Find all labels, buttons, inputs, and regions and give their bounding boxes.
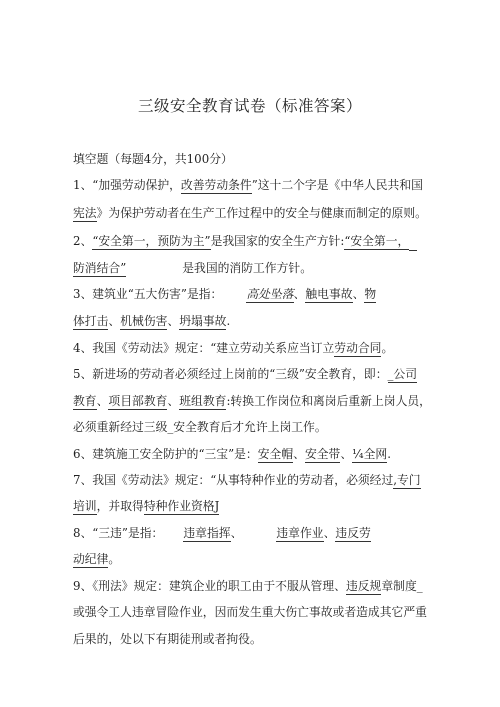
- q2-line-1: [73, 233, 417, 251]
- q3-sep: 、: [352, 287, 365, 301]
- q3-end: .: [226, 314, 231, 328]
- q3-line-1: [73, 286, 376, 302]
- q5-text: 必须重新经过三级_安全教育后才允许上岗工作。: [73, 420, 327, 434]
- q9-line-1: [73, 578, 423, 594]
- q1-answer-1: 改善劳动条件: [180, 178, 252, 192]
- q6-answer-1: 安全帽: [257, 447, 294, 461]
- q5-text: :转换工作岗位和离岗后重新上岗人员，: [226, 394, 431, 408]
- q8-text: 8、“三违”是指：: [73, 526, 164, 540]
- q9-text: 9、《刑法》规定：建筑企业的职工由于不服从管理、: [73, 579, 346, 593]
- q8-answer-3-cont: 动纪律: [73, 552, 109, 566]
- q7-answer-2: 特种作业资格J: [143, 499, 220, 513]
- q5-sep: 、: [96, 394, 109, 408]
- q5-text: 5、新进场的劳动者必须经过上岗前的“三级”安全教育，即：: [73, 367, 388, 381]
- q6-text: 6、建筑施工安全防护的“三宝”是：: [73, 447, 258, 461]
- q2-answer-1: “安全第一，预防为主”: [92, 234, 211, 248]
- q5-line-3: [73, 419, 327, 435]
- q9-answer-1: 违反规: [345, 579, 382, 593]
- q4-end: 。: [381, 341, 394, 355]
- q3-answer-5: 坍塌事故: [179, 314, 227, 328]
- q3-sep: 、: [293, 287, 306, 301]
- q6-sep: 、: [293, 447, 305, 461]
- q9-line-3: [73, 631, 262, 647]
- q6-answer-3: ¼全网: [352, 447, 388, 461]
- q8-end: 。: [108, 552, 121, 566]
- q3-sep: 、: [108, 314, 121, 328]
- q8-sep: 、: [230, 526, 243, 540]
- q7-text: ，并取得: [96, 499, 144, 513]
- q8-answer-3: 违反劳: [335, 526, 371, 540]
- q1-text: 1、“加强劳动保护，: [73, 178, 181, 192]
- q7-answer-1-cont: 培训: [73, 499, 97, 513]
- q6-end: .: [387, 447, 391, 461]
- q1-text: 》为保护劳动者在生产工作过程中的安全与健康而制定的原则。: [96, 206, 427, 220]
- q2-text: 是我国的消防工作方针。: [182, 261, 312, 275]
- q6-sep: 、: [340, 447, 353, 461]
- q7-line-1: [73, 472, 421, 488]
- q3-sep: 、: [167, 314, 180, 328]
- q8-line-2: [73, 551, 120, 567]
- q2-blank-tail: [409, 233, 417, 251]
- q4-line-1: [73, 340, 393, 356]
- q2-answer-2-cont: 防消结合”: [73, 261, 127, 275]
- q2-text: 是我国家的安全生产方针:: [210, 234, 345, 248]
- q8-answer-2: 违章作业: [276, 526, 324, 540]
- q3-text: 3、建筑业“五大伤害”是指：: [73, 287, 223, 301]
- q6-answer-2: 安全带: [304, 447, 341, 461]
- q3-answer-2: 触电事故: [305, 287, 353, 301]
- q3-answer-3: 物: [364, 287, 377, 301]
- q9-line-2: [73, 604, 427, 620]
- q5-line-2: [73, 393, 431, 409]
- q4-answer-1: 劳动合同: [334, 341, 382, 355]
- q1-answer-2: 宪法: [73, 206, 97, 220]
- q7-line-2: [73, 498, 219, 514]
- page-title: 三级安全教育试卷（标准答案）: [137, 97, 362, 115]
- q5-sep: 、: [167, 394, 180, 408]
- q4-text: 4、我国《劳动法》规定：“建立劳动关系应当订立: [73, 341, 335, 355]
- section-heading: 填空题（每题4分，共100分）: [73, 152, 233, 166]
- q7-answer-1: ,专门: [393, 473, 421, 487]
- q5-answer-2: 项目部教育: [108, 394, 168, 408]
- q8-sep: 、: [323, 526, 336, 540]
- q2-text: 2、: [73, 234, 93, 248]
- q2-line-2: [73, 260, 312, 276]
- q3-answer-1: 高处坠落: [246, 287, 294, 301]
- q9-text: 后果的，处以下有期徒刑或者拘役。: [73, 632, 262, 646]
- q5-answer-3: 班组教育: [179, 394, 227, 408]
- q3-answer-4: 机械伤害: [120, 314, 168, 328]
- q1-line-1: [73, 177, 423, 193]
- q3-line-2: [73, 313, 230, 329]
- q6-line-1: [73, 446, 391, 462]
- q7-text: 7、我国《劳动法》规定：“从事特种作业的劳动者，必须经过: [73, 473, 394, 487]
- q8-line-1: [73, 525, 371, 541]
- q1-line-2: [73, 205, 427, 221]
- q2-answer-2: “安全第一，: [344, 234, 410, 248]
- q5-line-1: [73, 366, 417, 382]
- q8-answer-1: 违章指挥: [183, 526, 231, 540]
- q5-answer-1: _公司: [387, 367, 417, 381]
- q5-answer-1-cont: 教育: [73, 394, 97, 408]
- q1-text: ”这十二个字是《中华人民共和国: [251, 178, 423, 192]
- q3-answer-3-cont: 体打击: [73, 314, 109, 328]
- q9-text: 或强令工人违章冒险作业，因而发生重大伤亡事故或者造成其它严重: [73, 605, 427, 619]
- q9-text: 章制度_: [381, 579, 423, 593]
